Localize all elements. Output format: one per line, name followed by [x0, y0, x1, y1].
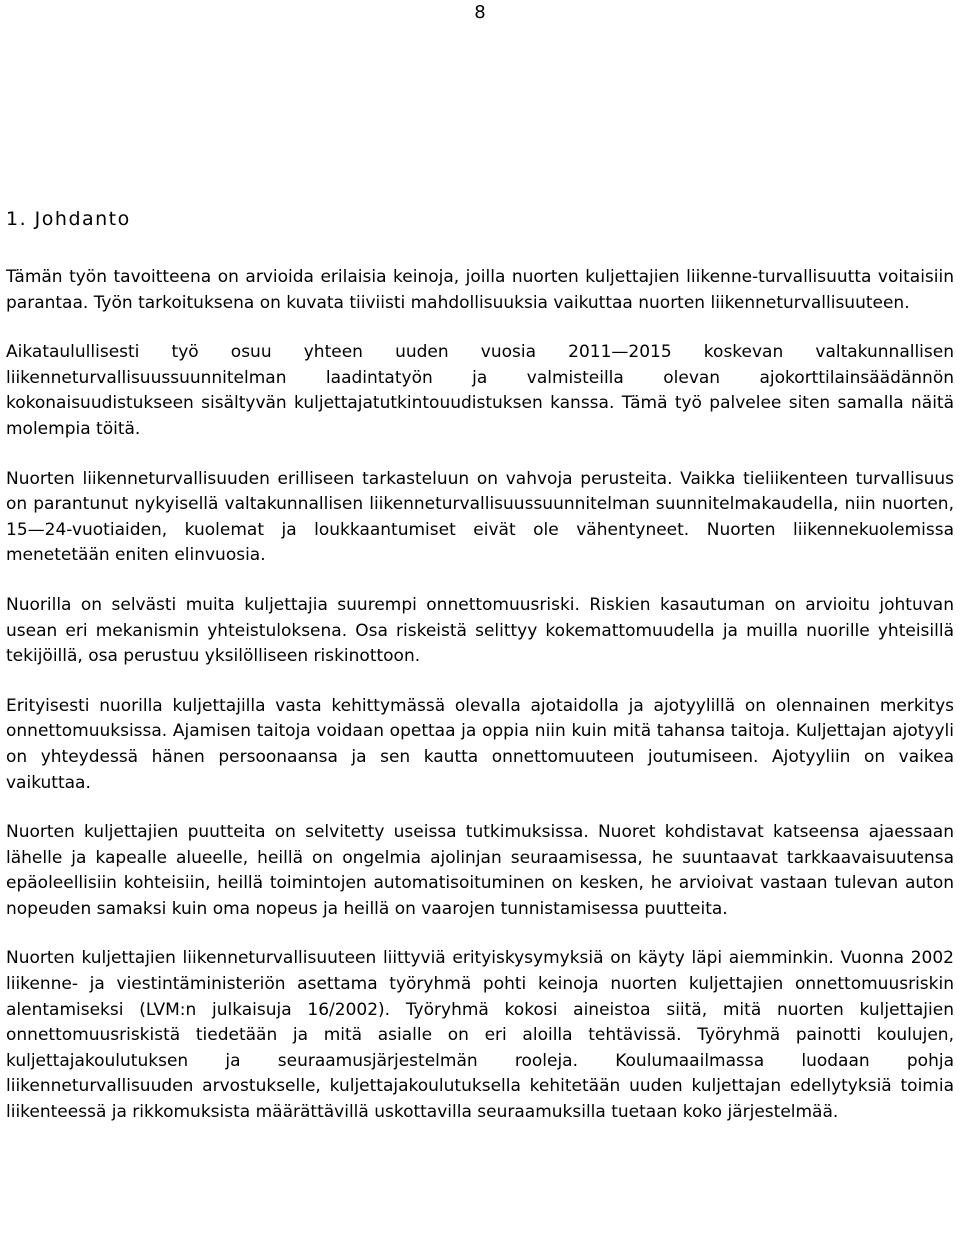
paragraph-1: Tämän työn tavoitteena on arvioida erilaisia keinoja, joilla nuorten kuljettajien liikenne-turvallisuutta voitaisiin parantaa. Työn tarkoituksena on kuvata tiiviisti mahdollisuuksia vaikuttaa nuorten liikenneturvallisuuteen.: [6, 267, 954, 313]
page-number: 8: [474, 2, 486, 23]
section-heading: 1. Johdanto: [6, 208, 131, 230]
paragraph-2: Aikataulullisesti työ osuu yhteen uuden vuosia 2011—2015 koskevan valtakunnallisen liikenneturvallisuussuunnitelman laadintatyön ja valmisteilla olevan ajokorttilainsäädännön kokonaisuudistukseen sisältyvän kuljettajatutkintouudistuksen kanssa. Tämä työ palvelee siten samalla näitä molempia töitä.: [6, 342, 954, 439]
paragraph-6: Nuorten kuljettajien puutteita on selvitetty useissa tutkimuksissa. Nuoret kohdistavat katseensa ajaessaan lähelle ja kapealle alueelle, heillä on ongelmia ajolinjan seuraamisessa, he suuntaavat tarkkaavaisuutensa epäoleellisiin kohteisiin, heillä toimintojen automatisoituminen on kesken, he arvioivat vastaan tulevan auton nopeuden samaksi kuin oma nopeus ja heillä on vaarojen tunnistamisessa puutteita.: [6, 822, 954, 919]
paragraph-3: Nuorten liikenneturvallisuuden erilliseen tarkasteluun on vahvoja perusteita. Vaikka tieliikenteen turvallisuus on parantunut nykyisellä valtakunnallisen liikenneturvallisuussuunnitelman suunnitelmakaudella, niin nuorten, 15—24-vuotiaiden, kuolemat ja loukkaantumiset eivät ole vähentyneet. Nuorten liikennekuolemissa menetetään eniten elinvuosia.: [6, 468, 954, 566]
body-text: [6, 265, 954, 1150]
paragraph-4: Nuorilla on selvästi muita kuljettajia suurempi onnettomuusriski. Riskien kasautuman on arvioitu johtuvan usean eri mekanismin yhteistuloksena. Osa riskeistä selittyy kokemattomuudella ja muilla nuorille yhteisillä tekijöillä, osa perustuu yksilölliseen riskinottoon.: [6, 594, 954, 667]
paragraph-5: Erityisesti nuorilla kuljettajilla vasta kehittymässä olevalla ajotaidolla ja ajotyylillä on olennainen merkitys onnettomuuksissa. Ajamisen taitoja voidaan opettaa ja oppia niin kuin mitä tahansa taitoja. Kuljettajan ajotyyli on yhteydessä hänen persoonaansa ja sen kautta onnettomuuteen joutumiseen. Ajotyyliin on vaikea vaikuttaa.: [6, 695, 954, 793]
paragraph-7: Nuorten kuljettajien liikenneturvallisuuteen liittyviä erityiskysymyksiä on käyty läpi aiemminkin. Vuonna 2002 liikenne- ja viestintäministeriön asettama työryhmä pohti keinoja nuorten kuljettajien onnettomuusriskin alentamiseksi (LVM:n julkaisuja 16/2002). Työryhmä kokosi aineistoa siitä, mitä nuorten kuljettajien onnettomuusriskistä tiedetään ja mitä asialle on eri aloilla tehtävissä. Työryhmä painotti koulujen, kuljettajakoulutuksen ja seuraamusjärjestelmän rooleja. Koulumaailmassa luodaan pohja liikenneturvallisuuden arvostukselle, kuljettajakoulutuksella kehitetään uuden kuljettajan edellytyksiä toimia liikenteessä ja rikkomuksista määrättävillä uskottavilla seuraamuksilla tuetaan koko järjestelmää.: [6, 948, 954, 1123]
